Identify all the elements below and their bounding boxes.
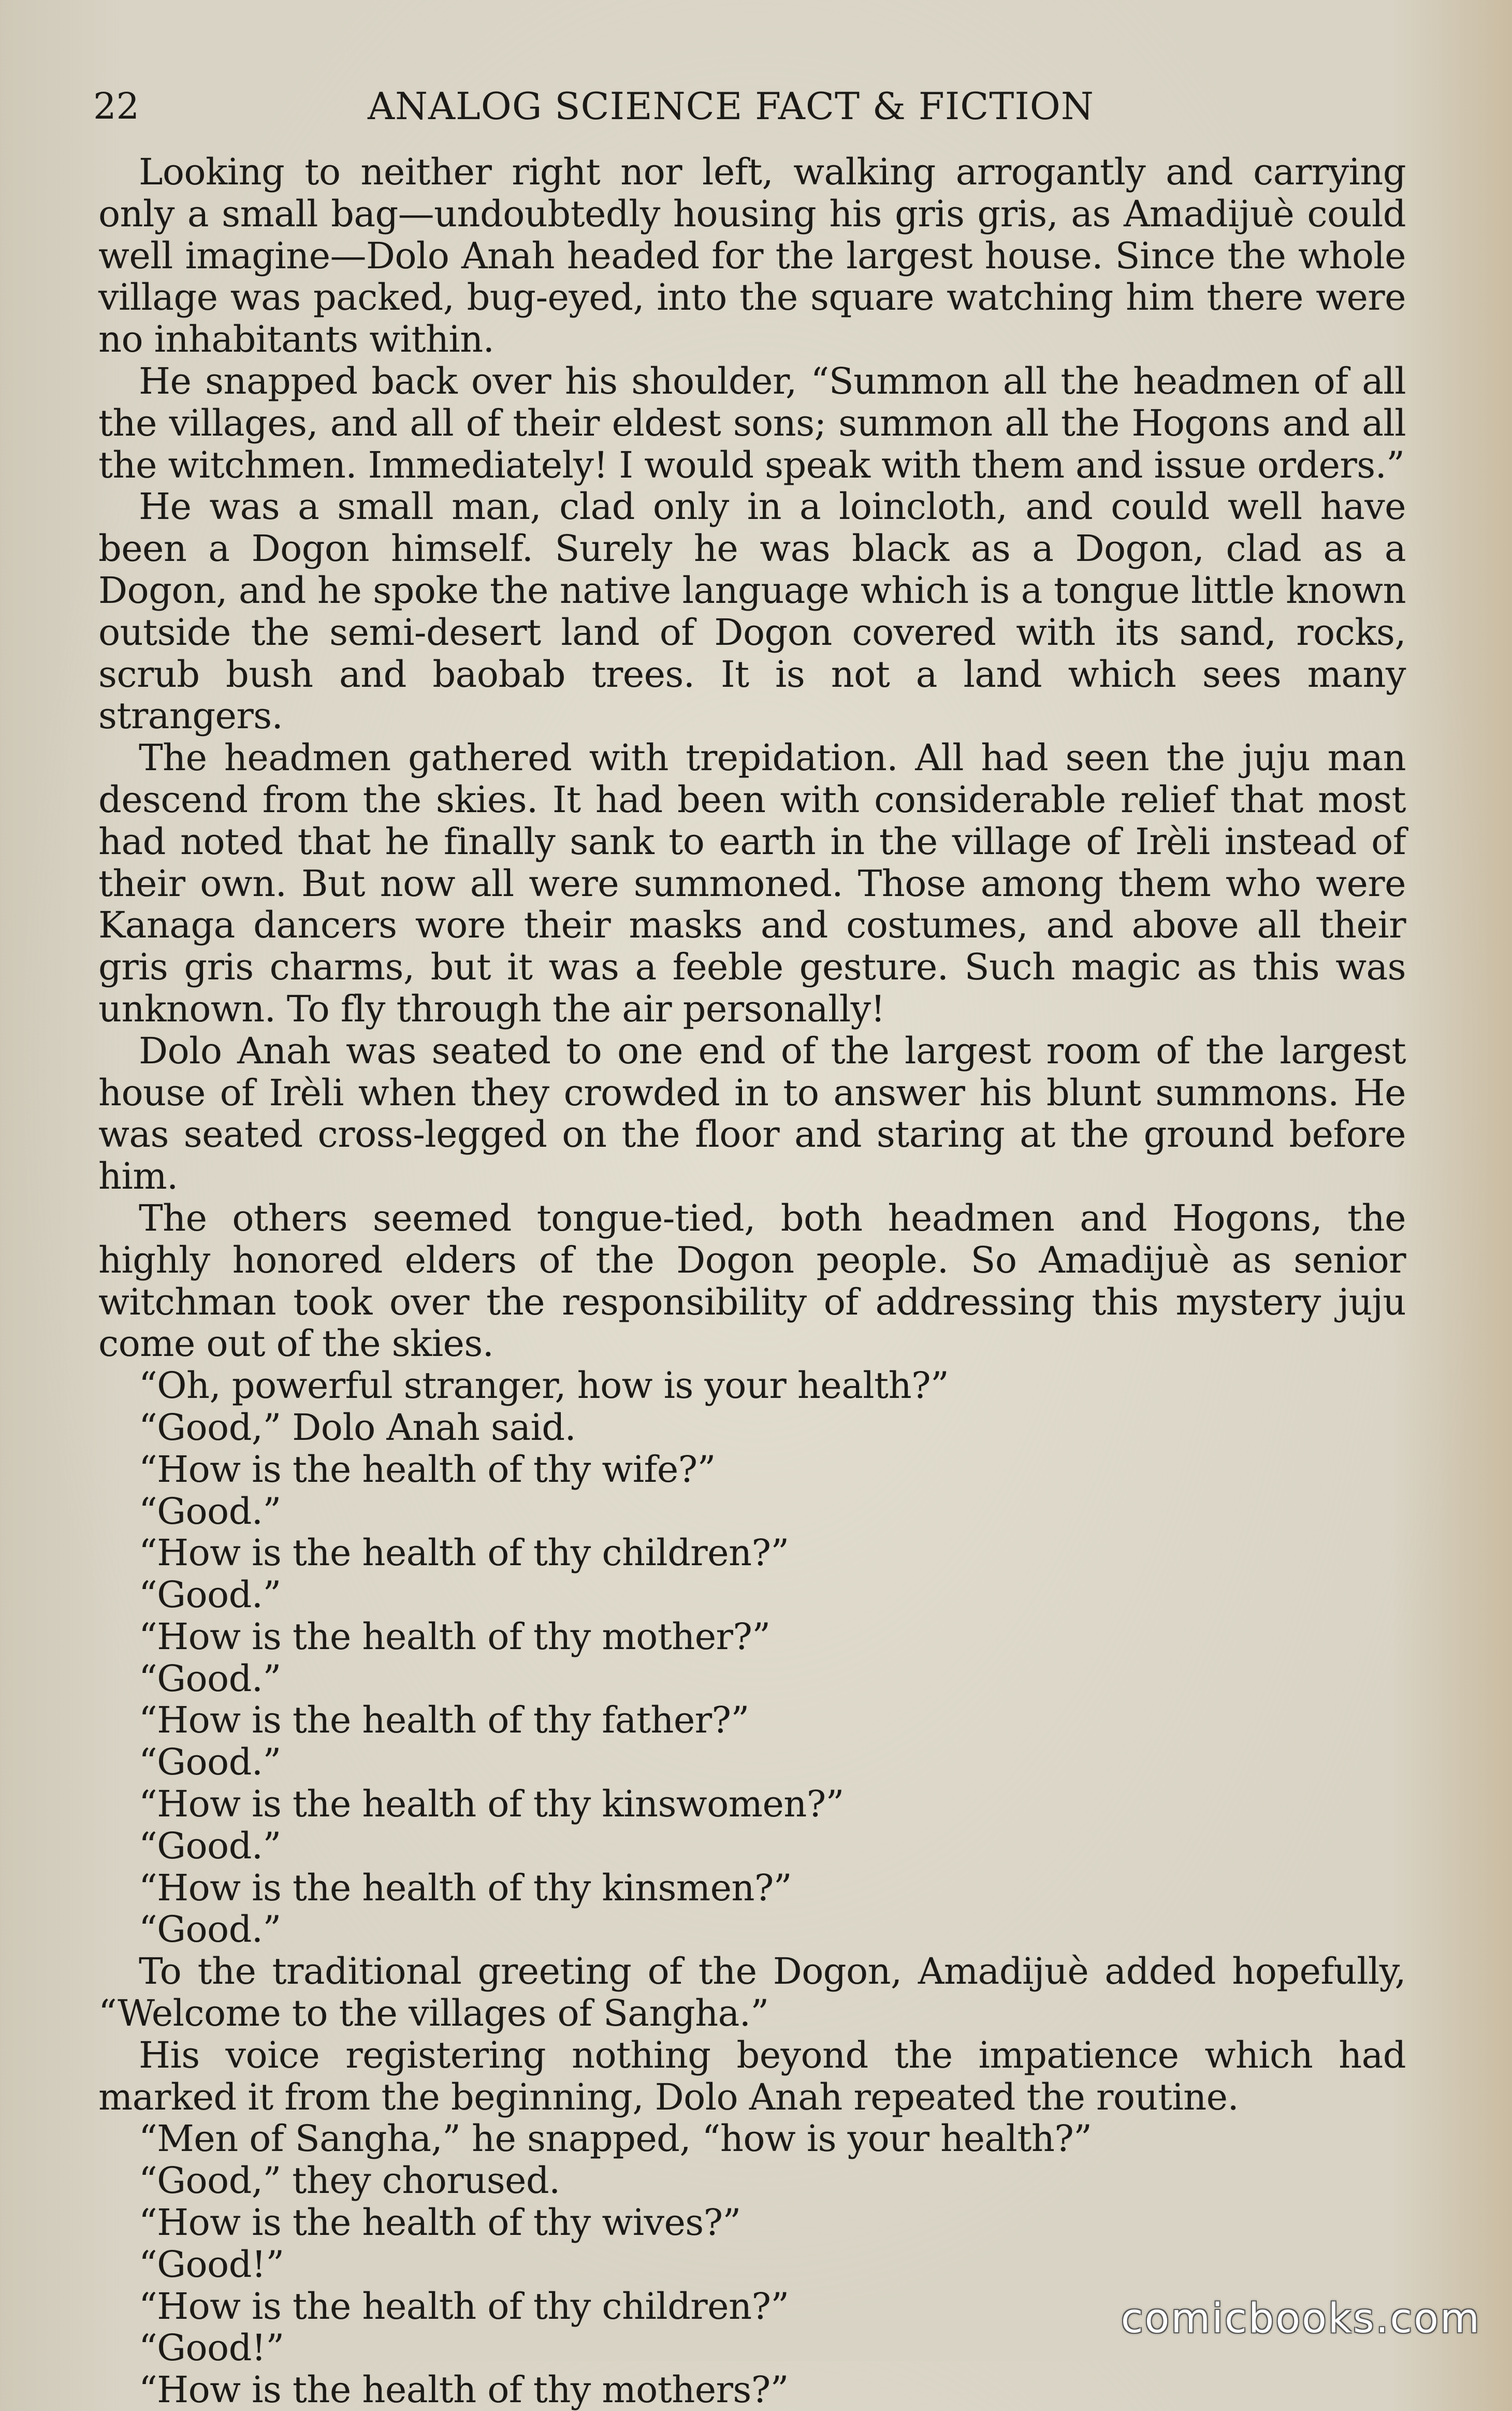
paragraph: He was a small man, clad only in a loincloth, and could well have been a Dogon himself. Surely he was black as a Dogon, clad as a Dogon, and he spoke the native language which is a tongue little known outside the semi-desert land of Dogon covered with its sand, rocks, scrub bush and baobab trees. It is not a land which sees many strangers. — [98, 485, 1406, 738]
body-text — [98, 151, 1406, 2411]
paragraph: His voice registering nothing beyond the impatience which had marked it from the beginning, Dolo Anah repeated the routine. — [98, 2033, 1406, 2118]
dialogue-line: “How is the health of thy mothers?” — [139, 2369, 789, 2411]
dialogue-line: “Good.” — [139, 1741, 281, 1784]
dialogue-line: “Good!” — [139, 2243, 284, 2286]
dialogue-line: “Good.” — [139, 1490, 281, 1533]
paragraph: The headmen gathered with trepidation. All had seen the juju man descend from the skies. It had been with considerable relief that most had noted that he finally sank to earth in the village of Irèli instead of their own. But now all were summoned. Those among them who were Kanaga dancers wore their masks and costumes, and above all their gris gris charms, but it was a feeble gesture. Such magic as this was unknown. To fly through the air personally! — [98, 737, 1406, 1030]
paragraph: To the traditional greeting of the Dogon, Amadijuè added hopefully, “Welcome to the villages of Sangha.” — [98, 1950, 1406, 2035]
running-head: ANALOG SCIENCE FACT & FICTION — [368, 84, 1094, 128]
dialogue-line: “Good,” they chorused. — [139, 2159, 560, 2202]
paragraph: Dolo Anah was seated to one end of the largest room of the largest house of Irèli when they crowded in to answer his blunt summons. He was seated cross-legged on the floor and staring at the ground before him. — [98, 1029, 1406, 1198]
dialogue-line: “How is the health of thy children?” — [139, 2285, 789, 2328]
paragraph: The others seemed tongue-tied, both headmen and Hogons, the highly honored elders of the Dogon people. So Amadijuè as senior witchman took over the responsibility of addressing this mystery juju come out of the skies. — [98, 1196, 1406, 1365]
page-header — [93, 83, 1419, 129]
paragraph: Looking to neither right nor left, walking arrogantly and carrying only a small bag—undoubtedly housing his gris gris, as Amadijuè could well imagine—Dolo Anah headed for the largest house. Since the whole village was packed, bug-eyed, into the square watching him there were no inhabitants within. — [98, 151, 1406, 361]
site-watermark: comicbooks.com — [1121, 2295, 1481, 2342]
dialogue-line: “How is the health of thy wife?” — [139, 1448, 716, 1491]
dialogue-line: “How is the health of thy wives?” — [139, 2201, 741, 2244]
page-number: 22 — [93, 85, 140, 127]
dialogue-line: “Good.” — [139, 1573, 281, 1616]
dialogue-line: “Good.” — [139, 1824, 281, 1867]
paragraph: He snapped back over his shoulder, “Summon all the headmen of all the villages, and all of their eldest sons; summon all the Hogons and all the witchmen. Immediately! I would speak with them and issue orders.” — [98, 359, 1406, 486]
dialogue-line: “Good.” — [139, 1908, 281, 1951]
dialogue-line: “How is the health of thy children?” — [139, 1532, 789, 1575]
dialogue-line: “Oh, powerful stranger, how is your health?” — [139, 1364, 949, 1407]
dialogue-line: “Men of Sangha,” he snapped, “how is your health?” — [139, 2117, 1092, 2160]
dialogue-line: “How is the health of thy kinswomen?” — [139, 1783, 844, 1826]
dialogue-line: “How is the health of thy mother?” — [139, 1615, 770, 1658]
dialogue-line: “Good,” Dolo Anah said. — [139, 1406, 576, 1449]
dialogue-line: “How is the health of thy kinsmen?” — [139, 1866, 792, 1909]
dialogue-line: “Good!” — [139, 2327, 284, 2370]
dialogue-line: “Good.” — [139, 1657, 281, 1700]
dialogue-line: “How is the health of thy father?” — [139, 1699, 749, 1742]
